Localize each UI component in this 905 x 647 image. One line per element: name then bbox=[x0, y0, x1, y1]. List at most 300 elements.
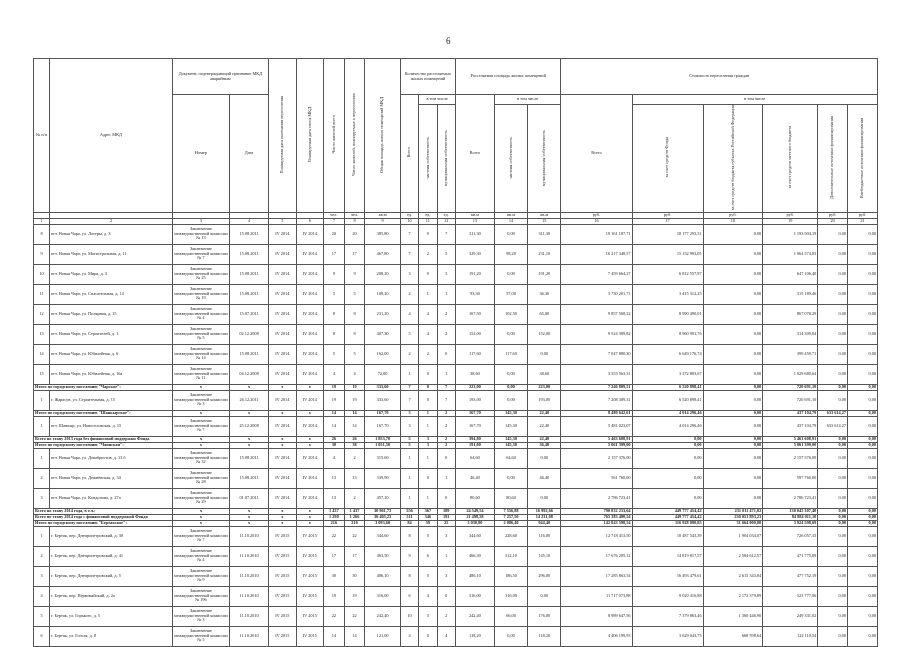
table-row bbox=[34, 284, 878, 304]
table-cell: 0,00 bbox=[848, 384, 878, 390]
table-cell: 10 487 543,39 bbox=[632, 526, 703, 546]
table-cell: x bbox=[269, 410, 297, 416]
table-cell: 9 524 389,82 bbox=[561, 324, 632, 344]
table-cell: 316,00 bbox=[494, 586, 527, 606]
table-cell: 0,00 bbox=[818, 626, 848, 646]
table-cell: 477 752,19 bbox=[763, 566, 818, 586]
table-cell: 5 bbox=[419, 526, 437, 546]
table-cell: IV 2014 bbox=[269, 344, 297, 364]
table-cell: 1 bbox=[437, 364, 455, 384]
table-cell: 19 bbox=[344, 384, 365, 390]
table-cell: 367 bbox=[419, 508, 437, 514]
table-cell: 36,40 bbox=[528, 442, 561, 448]
table-cell: 311,30 bbox=[528, 224, 561, 244]
table-cell: 57,00 bbox=[494, 284, 527, 304]
table-cell: 0,00 bbox=[848, 520, 878, 526]
table-cell: 2 786 723,41 bbox=[763, 488, 818, 508]
table-cell: IV 2014 bbox=[296, 390, 324, 410]
table-cell: 0 bbox=[419, 264, 437, 284]
table-cell: Заключение межведомственной комиссии № 28 bbox=[172, 468, 229, 488]
header-no: № п/п bbox=[34, 59, 50, 213]
address-cell: пгт. Новая Чара, ул. Юбилейная, д. 6 bbox=[50, 344, 173, 364]
header-cost-expected: Внебюджетные источники финансирования bbox=[848, 105, 878, 213]
subtotal-label: Итого по городскому поселению "Чаинская": bbox=[34, 442, 173, 448]
table-cell: 346 bbox=[419, 514, 437, 520]
table-cell: 2 157 376,00 bbox=[763, 448, 818, 468]
table-cell: 523 777,06 bbox=[763, 586, 818, 606]
table-cell: 8 bbox=[324, 324, 345, 344]
table-cell: Заключение межведомственной комиссии № 3 bbox=[172, 390, 229, 410]
address-cell: г. Бертак, пер. Днепропетровский, д. 5 bbox=[50, 566, 173, 586]
table-cell: IV 2014 bbox=[296, 304, 324, 324]
table-cell: Заключение межведомственной комиссии № 5 bbox=[172, 324, 229, 344]
table-cell: 0,00 bbox=[818, 442, 848, 448]
table-cell: 31 664 000,00 bbox=[703, 520, 763, 526]
address-cell: пгт. Новая Чара, ул. Юбилейная, д. 16а bbox=[50, 364, 173, 384]
table-cell: 9 020 416,88 bbox=[632, 586, 703, 606]
table-cell: 1 bbox=[437, 546, 455, 566]
table-row bbox=[34, 468, 878, 488]
table-row bbox=[34, 606, 878, 626]
table-cell: IV 2015 bbox=[269, 566, 297, 586]
table-cell: 0,00 bbox=[494, 264, 527, 284]
table-cell: IV 2014 bbox=[296, 324, 324, 344]
table-cell: x bbox=[269, 384, 297, 390]
table-cell: 38 bbox=[324, 442, 345, 448]
table-cell: 121,00 bbox=[365, 626, 401, 646]
table-cell: 0,00 bbox=[494, 324, 527, 344]
table-row bbox=[34, 448, 878, 468]
column-index-cell: 4 bbox=[230, 218, 269, 224]
table-cell: 0,00 bbox=[848, 508, 878, 514]
table-cell: 511 bbox=[400, 514, 418, 520]
table-cell: 6 bbox=[34, 626, 50, 646]
table-cell: IV 2014 bbox=[296, 284, 324, 304]
table-cell: 04.12.2008 bbox=[230, 364, 269, 384]
table-cell: 0,00 bbox=[818, 508, 848, 514]
table-cell: IV 2014 bbox=[269, 448, 297, 468]
table-cell: 0,00 bbox=[494, 468, 527, 488]
table-cell: 22 bbox=[324, 606, 345, 626]
table-body bbox=[34, 224, 878, 646]
table-cell: 2 bbox=[437, 442, 455, 448]
table-cell: 1 bbox=[419, 284, 437, 304]
table-cell: Заключение межведомственной комиссии № 7 bbox=[172, 526, 229, 546]
unit-cell: руб. bbox=[561, 212, 632, 218]
table-cell: 790 832 233,64 bbox=[561, 508, 632, 514]
table-cell: x bbox=[296, 508, 324, 514]
table-cell: x bbox=[230, 410, 269, 416]
table-cell: 189 bbox=[437, 508, 455, 514]
table-cell: 6 520 898,41 bbox=[632, 390, 703, 410]
table-cell: 118,20 bbox=[528, 626, 561, 646]
table-cell: 0,00 bbox=[494, 626, 527, 646]
table-cell: 0 bbox=[437, 488, 455, 508]
table-cell: 3 272 883,67 bbox=[632, 364, 703, 384]
table-cell: IV 2015 bbox=[296, 586, 324, 606]
table-cell: 0,00 bbox=[848, 410, 878, 416]
table-cell: 486,10 bbox=[455, 566, 494, 586]
table-cell: 0,00 bbox=[703, 284, 763, 304]
header-count-municipal: муниципальная собственность bbox=[437, 105, 455, 213]
table-cell: 15.08.2011 bbox=[230, 224, 269, 244]
table-cell: 0,00 bbox=[848, 468, 878, 488]
table-cell: 242,40 bbox=[455, 606, 494, 626]
table-cell: 2 157 376,00 bbox=[561, 448, 632, 468]
table-cell: 7 bbox=[400, 224, 418, 244]
column-index-cell: 1 bbox=[34, 218, 50, 224]
table-cell: 0,00 bbox=[848, 566, 878, 586]
table-cell: 4 bbox=[437, 626, 455, 646]
table-cell: 0 bbox=[419, 468, 437, 488]
unit-cell: руб. bbox=[763, 212, 818, 218]
table-cell: 0,00 bbox=[848, 224, 878, 244]
table-cell: 0,00 bbox=[848, 514, 878, 520]
table-cell: 3 415 312,25 bbox=[632, 284, 703, 304]
table-cell: IV 2014 bbox=[296, 468, 324, 488]
table-cell: Заключение межведомственной комиссии № 3 bbox=[172, 606, 229, 626]
table-cell: 02.12.2008 bbox=[230, 324, 269, 344]
table-cell: 116 928 090,85 bbox=[632, 520, 703, 526]
table-cell: 316,00 bbox=[455, 586, 494, 606]
address-cell: г. Жарасун, ул. Строительная, д. 15 bbox=[50, 390, 173, 410]
table-cell: 0,00 bbox=[632, 436, 703, 442]
table-cell: 0,00 bbox=[494, 224, 527, 244]
column-index-cell: 19 bbox=[763, 218, 818, 224]
column-index-cell: 13 bbox=[455, 218, 494, 224]
table-cell: 1 437 bbox=[324, 508, 345, 514]
table-cell: IV 2015 bbox=[296, 526, 324, 546]
address-cell: г. Бертак, пер. Днепропетровский, д. 41 bbox=[50, 546, 173, 566]
table-cell: 22 bbox=[324, 526, 345, 546]
table-cell: 2 bbox=[437, 606, 455, 626]
table-cell: 2 bbox=[437, 304, 455, 324]
table-cell: 0,00 bbox=[848, 364, 878, 384]
table-cell: 22,40 bbox=[528, 410, 561, 416]
table-cell: 3 730 201,71 bbox=[561, 284, 632, 304]
table-cell: 4 014 296,46 bbox=[632, 410, 703, 416]
table-cell: Заключение межведомственной комиссии № 14 bbox=[172, 344, 229, 364]
table-cell: 0,00 bbox=[848, 244, 878, 264]
table-cell: 5 bbox=[400, 442, 418, 448]
table-cell: 167,70 bbox=[365, 410, 401, 416]
table-cell: 20 bbox=[344, 224, 365, 244]
table-cell: x bbox=[269, 442, 297, 448]
table-cell: 11 bbox=[34, 284, 50, 304]
table-cell: 4 bbox=[419, 304, 437, 324]
table-cell: IV 2015 bbox=[296, 566, 324, 586]
table-cell: 22,40 bbox=[528, 436, 561, 442]
table-cell: 8 990 490,01 bbox=[632, 304, 703, 324]
table-cell: 765 383 490,54 bbox=[561, 514, 632, 520]
table-cell: x bbox=[230, 442, 269, 448]
table-cell: 5 bbox=[344, 344, 365, 364]
table-cell: 8 480 642,61 bbox=[561, 410, 632, 416]
table-cell: 5 bbox=[324, 344, 345, 364]
table-row bbox=[34, 416, 878, 436]
address-cell: г. Бертак, пер. Первомайский, д. 2а bbox=[50, 586, 173, 606]
table-cell: 561 760,00 bbox=[561, 468, 632, 488]
table-cell: 21 498,58 bbox=[455, 514, 494, 520]
table-cell: 38,60 bbox=[455, 364, 494, 384]
table-cell: 3 bbox=[437, 526, 455, 546]
table-cell: 16 992,66 bbox=[528, 508, 561, 514]
table-cell: 0 bbox=[419, 364, 437, 384]
table-cell: 116,00 bbox=[528, 526, 561, 546]
table-cell: 2 bbox=[344, 488, 365, 508]
table-row bbox=[34, 566, 878, 586]
unit-cell: чел. bbox=[324, 212, 345, 218]
table-cell: x bbox=[230, 514, 269, 520]
table-cell: IV 2015 bbox=[269, 546, 297, 566]
table-cell: 0,00 bbox=[528, 586, 561, 606]
table-cell: 0,00 bbox=[528, 448, 561, 468]
table-cell: 117,60 bbox=[494, 344, 527, 364]
table-cell: 3 bbox=[437, 566, 455, 586]
table-cell: 720 691,10 bbox=[763, 384, 818, 390]
table-cell: 0,00 bbox=[818, 344, 848, 364]
table-cell: 223,00 bbox=[528, 384, 561, 390]
table-cell: 0,00 bbox=[818, 606, 848, 626]
table-cell: IV 2014 bbox=[296, 364, 324, 384]
table-cell: 407,30 bbox=[365, 324, 401, 344]
table-row bbox=[34, 244, 878, 264]
table-cell: 0 bbox=[419, 224, 437, 244]
table-cell: 0,00 bbox=[848, 344, 878, 364]
table-cell: 4 014 296,46 bbox=[632, 416, 703, 436]
table-cell: IV 2014 bbox=[269, 244, 297, 264]
table-row bbox=[34, 586, 878, 606]
table-cell: 4 406 199,93 bbox=[561, 626, 632, 646]
table-cell: 0,00 bbox=[528, 488, 561, 508]
table-cell: 2 bbox=[419, 344, 437, 364]
table-row bbox=[34, 264, 878, 284]
table-cell: x bbox=[269, 514, 297, 520]
table-cell: Заключение межведомственной комиссии № 5 bbox=[172, 626, 229, 646]
table-cell: Заключение межведомственной комиссии № 29 bbox=[172, 488, 229, 508]
table-cell: 1 bbox=[34, 448, 50, 468]
table-cell: IV 2014 bbox=[269, 224, 297, 244]
table-cell: 19 bbox=[344, 586, 365, 606]
header-cost-local: за счет средств местного бюджета bbox=[763, 105, 818, 213]
header-count-incl: в том числе bbox=[419, 95, 456, 105]
table-cell: 399 459,71 bbox=[763, 344, 818, 364]
table-cell: IV 2014 bbox=[296, 416, 324, 436]
table-cell: 633 614,27 bbox=[818, 416, 848, 436]
table-cell: x bbox=[269, 520, 297, 526]
table-cell: 8 bbox=[34, 224, 50, 244]
table-cell: 467,80 bbox=[365, 244, 401, 264]
column-index-cell: 7 bbox=[324, 218, 345, 224]
table-cell: 0,00 bbox=[703, 448, 763, 468]
table-cell: 30 bbox=[344, 566, 365, 586]
column-index-cell: 21 bbox=[848, 218, 878, 224]
table-cell: 0,00 bbox=[703, 410, 763, 416]
header-doc-number: Номер bbox=[172, 95, 229, 213]
table-cell: 230 051 893,23 bbox=[703, 514, 763, 520]
table-cell: 6 520 898,41 bbox=[632, 384, 703, 390]
table-cell: x bbox=[172, 384, 229, 390]
table-cell: IV 2014 bbox=[296, 244, 324, 264]
subtotal-label: Всего по этапу 2013 года без финансовой поддержки Фонда bbox=[34, 436, 173, 442]
table-cell: 1 437 bbox=[344, 508, 365, 514]
table-cell: 1 bbox=[419, 488, 437, 508]
column-index-cell: 12 bbox=[437, 218, 455, 224]
table-cell: x bbox=[172, 410, 229, 416]
table-row bbox=[34, 626, 878, 646]
table-cell: 11.10.2010 bbox=[230, 566, 269, 586]
table-cell: 471 775,09 bbox=[763, 546, 818, 566]
table-cell: 0,00 bbox=[818, 324, 848, 344]
table-cell: 72,00 bbox=[365, 364, 401, 384]
table-cell: 0,00 bbox=[494, 390, 527, 410]
table-row bbox=[34, 304, 878, 324]
table-cell: 13 bbox=[324, 468, 345, 488]
table-cell: IV 2015 bbox=[269, 526, 297, 546]
table-cell: x bbox=[269, 436, 297, 442]
table-cell: 38,60 bbox=[528, 364, 561, 384]
table-cell: IV 2014 bbox=[269, 324, 297, 344]
table-cell: 10 bbox=[34, 264, 50, 284]
table-cell: 3 353 563,31 bbox=[561, 364, 632, 384]
header-count-group: Количество расселяемых жилых помещений bbox=[400, 59, 455, 95]
table-cell: IV 2014 bbox=[269, 264, 297, 284]
table-cell: 2 bbox=[419, 244, 437, 264]
table-cell: 1 bbox=[400, 488, 418, 508]
table-cell: 0,00 bbox=[703, 390, 763, 410]
table-cell: 9 bbox=[34, 244, 50, 264]
table-cell: IV 2014 bbox=[269, 468, 297, 488]
table-cell: x bbox=[172, 508, 229, 514]
table-cell: 193 bbox=[437, 514, 455, 520]
table-cell: 449 777 454,42 bbox=[632, 508, 703, 514]
table-cell: 15.08.2011 bbox=[230, 284, 269, 304]
table-cell: 1 bbox=[400, 364, 418, 384]
table-cell: 167,50 bbox=[455, 304, 494, 324]
header-cost-group: Стоимость переселения граждан bbox=[561, 59, 878, 95]
table-cell: IV 2014 bbox=[296, 488, 324, 508]
table-cell: 4 bbox=[324, 364, 345, 384]
table-cell: 394,80 bbox=[455, 436, 494, 442]
table-cell: 15.08.2011 bbox=[230, 468, 269, 488]
table-cell: 633 614,27 bbox=[818, 410, 848, 416]
table-cell: 118,20 bbox=[455, 626, 494, 646]
column-index-cell: 6 bbox=[296, 218, 324, 224]
header-address: Адрес МКД bbox=[50, 59, 173, 213]
table-cell: 9 bbox=[344, 264, 365, 284]
table-cell: 14 bbox=[344, 626, 365, 646]
header-area-private: частная собственность bbox=[494, 105, 527, 213]
table-row bbox=[34, 364, 878, 384]
subtotal-label: Итого по городскому поселению "Бертакское": bbox=[34, 520, 173, 526]
table-cell: 5 bbox=[400, 436, 418, 442]
table-cell: Заключение межведомственной комиссии № 19 bbox=[172, 284, 229, 304]
table-cell: 30 bbox=[324, 566, 345, 586]
address-cell: пгт. Новая Чара, ул. Лотеры, д. 3 bbox=[50, 224, 173, 244]
resettlement-table bbox=[33, 58, 878, 647]
table-cell: 19 bbox=[324, 390, 345, 410]
table-cell: 22,40 bbox=[528, 416, 561, 436]
table-cell: IV 2014 bbox=[269, 390, 297, 410]
table-cell: 2 bbox=[400, 344, 418, 364]
table-cell: 1 bbox=[419, 416, 437, 436]
table-cell: 25 bbox=[437, 520, 455, 526]
table-cell: 17 bbox=[344, 244, 365, 264]
table-cell: IV 2014 bbox=[269, 488, 297, 508]
table-cell: Заключение межведомственной комиссии № 11 bbox=[172, 364, 229, 384]
unit-cell: кв.м bbox=[528, 212, 561, 218]
table-row bbox=[34, 526, 878, 546]
table-cell: 2 bbox=[437, 416, 455, 436]
table-cell: 333,60 bbox=[365, 390, 401, 410]
table-cell: 867 078,29 bbox=[763, 304, 818, 324]
table-cell: 11.10.2010 bbox=[230, 586, 269, 606]
table-cell: 0 bbox=[419, 384, 437, 390]
table-cell: 597 760,00 bbox=[763, 468, 818, 488]
table-cell: 463,50 bbox=[365, 546, 401, 566]
table-row bbox=[34, 390, 878, 410]
unit-cell: ед. bbox=[437, 212, 455, 218]
table-cell: x bbox=[230, 520, 269, 526]
table-cell: 0,00 bbox=[818, 546, 848, 566]
table-cell: 46,40 bbox=[455, 468, 494, 488]
table-cell: 14 bbox=[34, 344, 50, 364]
table-cell: 0,00 bbox=[703, 264, 763, 284]
table-cell: x bbox=[172, 514, 229, 520]
table-cell: 1 360 446,90 bbox=[703, 606, 763, 626]
table-cell: 186,50 bbox=[494, 566, 527, 586]
table-cell: 2 bbox=[400, 284, 418, 304]
unit-cell: руб. bbox=[848, 212, 878, 218]
table-cell: IV 2014 bbox=[269, 416, 297, 436]
column-index-cell: 10 bbox=[400, 218, 418, 224]
table-cell: 59 bbox=[419, 520, 437, 526]
table-cell: 6 bbox=[419, 546, 437, 566]
table-cell: 14 bbox=[324, 416, 345, 436]
table-cell: 312,10 bbox=[494, 546, 527, 566]
table-cell: 0,00 bbox=[818, 364, 848, 384]
table-cell: 2 bbox=[34, 546, 50, 566]
table-cell: 0,00 bbox=[848, 586, 878, 606]
table-cell: 2 584 612,57 bbox=[703, 546, 763, 566]
table-cell: 17 285 863,54 bbox=[561, 566, 632, 586]
header-cost-incl: в том числе bbox=[632, 95, 877, 105]
table-cell: 0,00 bbox=[848, 416, 878, 436]
table-cell: 7 bbox=[437, 384, 455, 390]
table-cell: 93,30 bbox=[455, 284, 494, 304]
table-cell: 11.10.2010 bbox=[230, 626, 269, 646]
table-cell: 176,00 bbox=[528, 606, 561, 626]
table-cell: 466,30 bbox=[455, 546, 494, 566]
table-cell: 20 bbox=[324, 224, 345, 244]
header-count-total: Всего bbox=[400, 95, 418, 213]
header-cost-fund: за счет средств Фонда bbox=[632, 105, 703, 213]
table-cell: 8 bbox=[400, 566, 418, 586]
table-cell: 0,00 bbox=[632, 468, 703, 488]
table-cell: 8 bbox=[400, 526, 418, 546]
table-cell: 4 bbox=[400, 626, 418, 646]
table-cell: 1 bbox=[34, 416, 50, 436]
table-cell: 193,00 bbox=[528, 390, 561, 410]
table-cell: 344,60 bbox=[365, 526, 401, 546]
table-cell: x bbox=[172, 442, 229, 448]
table-cell: Заключение межведомственной комиссии № 13 bbox=[172, 224, 229, 244]
table-cell: 339,90 bbox=[365, 468, 401, 488]
table-cell: 0,00 bbox=[818, 244, 848, 264]
table-cell: 3 bbox=[34, 566, 50, 586]
table-cell: 0,00 bbox=[818, 566, 848, 586]
table-cell: 19 bbox=[344, 390, 365, 410]
